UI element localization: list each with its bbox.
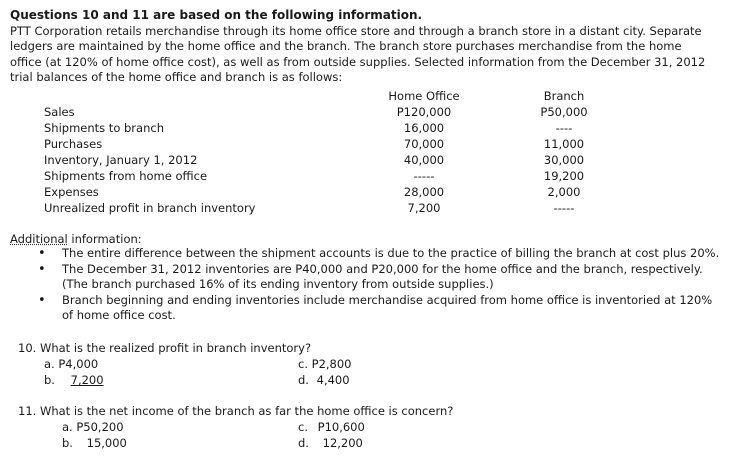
q11-option-d bbox=[298, 436, 363, 450]
home-office-value: 28,000 bbox=[403, 185, 445, 199]
option-letter: d. bbox=[298, 436, 309, 450]
option-letter: b. bbox=[44, 373, 55, 387]
option-text: 7,200 bbox=[70, 373, 104, 387]
home-office-value: P120,000 bbox=[396, 105, 452, 119]
bullet-icon: • bbox=[38, 261, 46, 277]
list-item bbox=[18, 246, 733, 262]
intro-line: office (at 120% of home office cost), as well as from outside supplies. Selected information from the December 31, 2012 bbox=[10, 54, 706, 69]
table-row bbox=[44, 120, 624, 136]
option-letter: b. bbox=[62, 436, 73, 450]
table-row bbox=[44, 136, 624, 152]
table-row bbox=[44, 104, 624, 120]
bullet-icon: • bbox=[38, 246, 46, 261]
bullet-text: Branch beginning and ending inventories include merchandise acquired from home office is inventoried at 120% bbox=[62, 292, 713, 307]
home-office-value: 70,000 bbox=[403, 137, 445, 151]
q11-option-b bbox=[62, 436, 127, 450]
additional-word: Additional bbox=[10, 232, 68, 246]
list-item bbox=[18, 293, 733, 324]
home-office-value: 40,000 bbox=[403, 153, 445, 167]
branch-value: P50,000 bbox=[540, 105, 588, 119]
option-letter: c. bbox=[298, 420, 308, 434]
home-office-value: 7,200 bbox=[407, 201, 441, 215]
home-office-value: ----- bbox=[413, 169, 435, 183]
branch-value: 2,000 bbox=[547, 185, 581, 199]
option-text: P50,200 bbox=[76, 420, 124, 434]
intro-line: PTT Corporation retails merchandise through its home office store and through a branch store in a distant city. Separate bbox=[10, 24, 702, 38]
q10-option-b bbox=[44, 373, 104, 387]
bullet-icon: • bbox=[38, 292, 46, 308]
bullet-text: The December 31, 2012 inventories are P40,000 and P20,000 for the home office and the branch, respectively. bbox=[62, 261, 703, 276]
intro-line: ledgers are maintained by the home office and the branch. The branch store purchases merchandise from the home bbox=[10, 39, 682, 54]
intro-paragraph bbox=[10, 24, 735, 86]
table-header-row bbox=[44, 88, 624, 104]
table-row bbox=[44, 152, 624, 168]
option-text: P10,600 bbox=[317, 420, 365, 434]
option-letter: a. bbox=[62, 420, 73, 434]
account-name: Shipments from home office bbox=[44, 169, 208, 183]
home-office-value: 16,000 bbox=[403, 121, 445, 135]
branch-value: 19,200 bbox=[543, 169, 585, 183]
table-row bbox=[44, 200, 624, 216]
q10-option-c bbox=[298, 357, 352, 371]
q11-option-a bbox=[62, 420, 124, 434]
account-name: Expenses bbox=[44, 185, 99, 199]
question-10: 10. What is the realized profit in branch inventory? bbox=[18, 341, 312, 355]
option-text: P2,800 bbox=[311, 357, 352, 371]
list-item bbox=[18, 262, 733, 293]
question-11: 11. What is the net income of the branch as far the home office is concern? bbox=[18, 404, 454, 418]
col-header-home-office: Home Office bbox=[388, 89, 460, 103]
branch-value: ---- bbox=[555, 121, 573, 135]
page-title: Questions 10 and 11 are based on the following information. bbox=[10, 8, 423, 22]
option-text: 12,200 bbox=[322, 436, 363, 450]
q10-option-a bbox=[44, 357, 98, 371]
option-letter: a. bbox=[44, 357, 55, 371]
option-letter: c. bbox=[298, 357, 308, 371]
account-name: Inventory, January 1, 2012 bbox=[44, 153, 198, 167]
additional-info-heading bbox=[10, 232, 142, 246]
option-text: 4,400 bbox=[316, 373, 350, 387]
bullet-text: (The branch purchased 16% of its ending inventory from outside supplies.) bbox=[62, 277, 494, 292]
q10-option-d bbox=[298, 373, 350, 387]
q11-option-c bbox=[298, 420, 365, 434]
account-name: Unrealized profit in branch inventory bbox=[44, 201, 256, 215]
bullet-text: The entire difference between the shipment accounts is due to the practice of billing the branch at cost plus 20%. bbox=[62, 246, 720, 260]
branch-value: 11,000 bbox=[543, 137, 585, 151]
table-row bbox=[44, 168, 624, 184]
bullet-text: of home office cost. bbox=[62, 308, 176, 323]
additional-info-list bbox=[18, 246, 733, 324]
intro-line: trial balances of the home office and branch is as follows: bbox=[10, 70, 343, 85]
branch-value: 30,000 bbox=[543, 153, 585, 167]
trial-balance-table bbox=[44, 88, 624, 216]
col-header-branch: Branch bbox=[543, 89, 585, 103]
table-row bbox=[44, 184, 624, 200]
account-name: Shipments to branch bbox=[44, 121, 164, 135]
branch-value: ----- bbox=[553, 201, 575, 215]
option-text: P4,000 bbox=[58, 357, 99, 371]
option-text: 15,000 bbox=[86, 436, 127, 450]
option-letter: d. bbox=[298, 373, 309, 387]
account-name: Purchases bbox=[44, 137, 103, 151]
account-name: Sales bbox=[44, 105, 75, 119]
additional-rest: information: bbox=[67, 232, 142, 246]
